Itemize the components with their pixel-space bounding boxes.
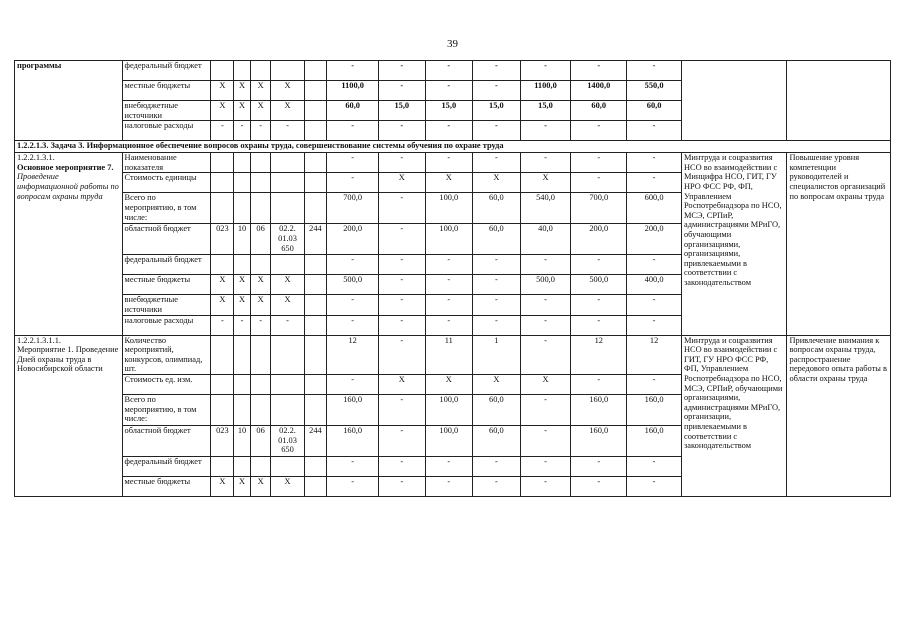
value-cell: -	[473, 121, 521, 141]
source-cell: Количество мероприятий, конкурсов, олимпиад, шт.	[122, 335, 211, 374]
value-cell: -	[327, 61, 379, 81]
value-cell: -	[379, 456, 426, 476]
value-cell: X	[379, 374, 426, 394]
budget-code-cell	[304, 374, 327, 394]
value-cell: -	[327, 315, 379, 335]
value-cell: X	[379, 173, 426, 193]
value-cell: 400,0	[627, 275, 682, 295]
source-cell: местные бюджеты	[122, 81, 211, 101]
source-cell: местные бюджеты	[122, 275, 211, 295]
budget-code-cell: X	[211, 81, 234, 101]
value-cell: 60,0	[473, 425, 521, 456]
value-cell: -	[425, 255, 473, 275]
budget-code-cell: 244	[304, 224, 327, 255]
budget-code-cell	[304, 255, 327, 275]
budget-code-cell	[304, 476, 327, 496]
budget-code-cell: -	[250, 121, 271, 141]
value-cell: -	[327, 456, 379, 476]
value-cell: 160,0	[327, 394, 379, 425]
value-cell: -	[520, 153, 571, 173]
value-cell: 60,0	[571, 101, 627, 121]
value-cell: -	[627, 121, 682, 141]
value-cell: 1	[473, 335, 521, 374]
value-cell: 60,0	[473, 394, 521, 425]
value-cell: 160,0	[627, 394, 682, 425]
source-cell: областной бюджет	[122, 425, 211, 456]
budget-code-cell: -	[250, 315, 271, 335]
value-cell: 11	[425, 335, 473, 374]
task-header: 1.2.2.1.3. Задача 3. Информационное обеспечение вопросов охраны труда, совершенствование системы обучения по охране труда	[15, 141, 891, 153]
budget-code-cell	[211, 374, 234, 394]
budget-code-cell	[250, 173, 271, 193]
source-cell: Наименование показателя	[122, 153, 211, 173]
budget-code-cell	[271, 374, 304, 394]
value-cell: 540,0	[520, 193, 571, 224]
value-cell: 100,0	[425, 394, 473, 425]
budget-code-cell	[234, 153, 251, 173]
budget-code-cell: 10	[234, 224, 251, 255]
budget-code-cell: X	[250, 81, 271, 101]
value-cell: -	[627, 173, 682, 193]
budget-code-cell	[271, 193, 304, 224]
value-cell: -	[627, 61, 682, 81]
budget-code-cell	[271, 153, 304, 173]
value-cell: -	[425, 295, 473, 315]
value-cell: 160,0	[327, 425, 379, 456]
value-cell: X	[520, 173, 571, 193]
budget-code-cell: X	[271, 476, 304, 496]
value-cell: 15,0	[425, 101, 473, 121]
value-cell: -	[520, 121, 571, 141]
measure-title: Мероприятие 1. Проведение Дней охраны труда в Новосибирской области	[17, 345, 119, 374]
source-cell: областной бюджет	[122, 224, 211, 255]
budget-code-cell: 06	[250, 224, 271, 255]
budget-code-cell	[250, 374, 271, 394]
budget-code-cell	[234, 193, 251, 224]
value-cell: 60,0	[327, 101, 379, 121]
budget-code-cell	[234, 61, 251, 81]
value-cell: 700,0	[571, 193, 627, 224]
value-cell: 60,0	[473, 193, 521, 224]
value-cell: -	[327, 295, 379, 315]
source-cell: федеральный бюджет	[122, 456, 211, 476]
budget-code-cell	[250, 193, 271, 224]
value-cell: 100,0	[425, 193, 473, 224]
measure-subtitle: Проведение информационной работы по вопросам охраны труда	[17, 172, 119, 201]
value-cell: 160,0	[571, 425, 627, 456]
value-cell: 12	[627, 335, 682, 374]
budget-code-cell	[211, 153, 234, 173]
value-cell: -	[571, 476, 627, 496]
value-cell: -	[520, 61, 571, 81]
program-label: программы	[15, 61, 123, 141]
source-cell: налоговые расходы	[122, 121, 211, 141]
value-cell: 1100,0	[520, 81, 571, 101]
value-cell: -	[473, 153, 521, 173]
value-cell: 500,0	[327, 275, 379, 295]
value-cell: -	[327, 153, 379, 173]
budget-code-cell	[234, 173, 251, 193]
budget-code-cell: X	[234, 295, 251, 315]
budget-code-cell: X	[250, 476, 271, 496]
program-table	[14, 60, 891, 497]
value-cell: -	[473, 295, 521, 315]
value-cell: -	[520, 255, 571, 275]
source-cell: Всего по мероприятию, в том числе:	[122, 193, 211, 224]
value-cell: -	[425, 121, 473, 141]
budget-code-cell	[234, 255, 251, 275]
budget-code-cell	[234, 456, 251, 476]
value-cell: -	[379, 121, 426, 141]
budget-code-cell	[304, 335, 327, 374]
value-cell: 15,0	[379, 101, 426, 121]
budget-code-cell	[211, 335, 234, 374]
value-cell: -	[571, 255, 627, 275]
budget-code-cell	[211, 456, 234, 476]
budget-code-cell: 02.2. 01.03 650	[271, 425, 304, 456]
task-header-row	[15, 141, 891, 153]
value-cell: -	[571, 315, 627, 335]
value-cell: 200,0	[327, 224, 379, 255]
value-cell: 100,0	[425, 425, 473, 456]
value-cell: 12	[327, 335, 379, 374]
budget-code-cell	[234, 394, 251, 425]
source-cell: местные бюджеты	[122, 476, 211, 496]
value-cell: -	[571, 173, 627, 193]
budget-code-cell: X	[234, 101, 251, 121]
value-cell: -	[425, 476, 473, 496]
budget-code-cell: X	[234, 476, 251, 496]
budget-code-cell	[250, 61, 271, 81]
budget-code-cell	[304, 173, 327, 193]
value-cell: 15,0	[473, 101, 521, 121]
value-cell: -	[473, 315, 521, 335]
value-cell: -	[571, 295, 627, 315]
value-cell: -	[473, 81, 521, 101]
budget-code-cell	[250, 153, 271, 173]
source-cell: Стоимость ед. изм.	[122, 374, 211, 394]
value-cell: -	[520, 476, 571, 496]
value-cell: -	[571, 61, 627, 81]
budget-code-cell	[304, 275, 327, 295]
value-cell: -	[473, 61, 521, 81]
value-cell: -	[627, 476, 682, 496]
value-cell: -	[379, 315, 426, 335]
source-cell: внебюджетные источники	[122, 295, 211, 315]
source-cell: Стоимость единицы	[122, 173, 211, 193]
budget-code-cell	[271, 394, 304, 425]
budget-code-cell	[250, 335, 271, 374]
value-cell: -	[473, 476, 521, 496]
budget-code-cell: 023	[211, 224, 234, 255]
budget-code-cell: -	[211, 121, 234, 141]
value-cell: -	[627, 255, 682, 275]
budget-code-cell: 06	[250, 425, 271, 456]
value-cell: 12	[571, 335, 627, 374]
budget-code-cell: -	[234, 121, 251, 141]
value-cell: X	[425, 374, 473, 394]
measure-id: 1.2.2.1.3.1.1.	[17, 335, 61, 345]
budget-code-cell: X	[271, 81, 304, 101]
budget-code-cell: X	[250, 295, 271, 315]
executors-cell: Минтруда и соцразвития НСО во взаимодействии с ГИТ, ГУ НРО ФСС РФ, ФП, Управлением Роспотребнадзора по НСО, МСЭ, СРПиР, обучающими организациями, администрациями МРиГО, организации, привлекаемыми в соответствии с законодательством	[681, 335, 786, 496]
value-cell: -	[627, 456, 682, 476]
budget-code-cell: -	[271, 315, 304, 335]
budget-code-cell	[271, 255, 304, 275]
measure-id: 1.2.2.1.3.1.	[17, 153, 55, 163]
source-cell: федеральный бюджет	[122, 61, 211, 81]
source-cell: внебюджетные источники	[122, 101, 211, 121]
table-row	[15, 153, 891, 173]
budget-code-cell	[304, 315, 327, 335]
value-cell: -	[327, 173, 379, 193]
budget-code-cell: -	[271, 121, 304, 141]
budget-code-cell: X	[271, 295, 304, 315]
value-cell: -	[327, 476, 379, 496]
budget-code-cell	[304, 101, 327, 121]
budget-code-cell	[250, 456, 271, 476]
value-cell: 60,0	[473, 224, 521, 255]
budget-code-cell: X	[211, 476, 234, 496]
page-number: 39	[447, 38, 458, 50]
value-cell: -	[425, 275, 473, 295]
value-cell: -	[571, 121, 627, 141]
value-cell: 200,0	[627, 224, 682, 255]
value-cell: -	[425, 81, 473, 101]
measure-cell	[15, 153, 123, 335]
budget-code-cell	[211, 61, 234, 81]
value-cell: -	[327, 374, 379, 394]
program-table-body	[15, 61, 891, 497]
budget-code-cell: X	[250, 275, 271, 295]
value-cell: -	[425, 315, 473, 335]
budget-code-cell: 02.2. 01.03 650	[271, 224, 304, 255]
budget-code-cell	[211, 173, 234, 193]
budget-code-cell: X	[271, 101, 304, 121]
value-cell: -	[379, 295, 426, 315]
value-cell: -	[627, 315, 682, 335]
value-cell: X	[473, 374, 521, 394]
budget-code-cell	[271, 61, 304, 81]
value-cell: -	[520, 295, 571, 315]
budget-code-cell: X	[211, 275, 234, 295]
budget-code-cell: X	[211, 101, 234, 121]
value-cell: -	[627, 153, 682, 173]
value-cell: 550,0	[627, 81, 682, 101]
value-cell: -	[473, 275, 521, 295]
budget-code-cell: X	[250, 101, 271, 121]
budget-code-cell	[250, 255, 271, 275]
budget-code-cell: X	[234, 275, 251, 295]
value-cell: 200,0	[571, 224, 627, 255]
value-cell: -	[379, 255, 426, 275]
budget-code-cell	[271, 335, 304, 374]
value-cell: -	[520, 335, 571, 374]
value-cell: -	[425, 456, 473, 476]
value-cell: 15,0	[520, 101, 571, 121]
value-cell: -	[379, 61, 426, 81]
value-cell: 600,0	[627, 193, 682, 224]
budget-code-cell	[211, 394, 234, 425]
budget-code-cell	[211, 255, 234, 275]
budget-code-cell	[304, 193, 327, 224]
value-cell: -	[571, 153, 627, 173]
value-cell: -	[379, 81, 426, 101]
budget-code-cell	[234, 374, 251, 394]
budget-code-cell: -	[234, 315, 251, 335]
budget-code-cell	[304, 394, 327, 425]
value-cell: -	[627, 295, 682, 315]
value-cell: -	[379, 476, 426, 496]
executors-cell: Минтруда и соцразвития НСО во взаимодействии с Минцифра НСО, ГИТ, ГУ НРО ФСС РФ, ФП, Управлением Роспотребнадзора по НСО, МСЭ, СРПиР, администрациями МРиГО, обучающими организациями, организациями, привлекаемыми в соответствии с законодательством	[681, 153, 786, 335]
value-cell: 160,0	[627, 425, 682, 456]
measure-title: Основное мероприятие 7.	[17, 162, 114, 172]
budget-code-cell	[271, 456, 304, 476]
value-cell: X	[473, 173, 521, 193]
value-cell: X	[520, 374, 571, 394]
table-row	[15, 61, 891, 81]
budget-code-cell: 10	[234, 425, 251, 456]
value-cell: 100,0	[425, 224, 473, 255]
value-cell: -	[520, 315, 571, 335]
budget-code-cell	[304, 121, 327, 141]
value-cell: 1400,0	[571, 81, 627, 101]
budget-code-cell	[271, 173, 304, 193]
value-cell: -	[627, 374, 682, 394]
budget-code-cell	[304, 295, 327, 315]
value-cell: 160,0	[571, 394, 627, 425]
value-cell: -	[425, 61, 473, 81]
budget-code-cell: X	[271, 275, 304, 295]
value-cell: -	[473, 255, 521, 275]
value-cell: -	[379, 335, 426, 374]
value-cell: X	[425, 173, 473, 193]
result-cell: Привлечение внимания к вопросам охраны труда, распространение передового опыта работы в области охраны труда	[787, 335, 891, 496]
value-cell: -	[379, 425, 426, 456]
budget-code-cell: 244	[304, 425, 327, 456]
value-cell: -	[571, 374, 627, 394]
budget-code-cell: X	[234, 81, 251, 101]
source-cell: федеральный бюджет	[122, 255, 211, 275]
result-cell	[787, 61, 891, 141]
value-cell: -	[520, 394, 571, 425]
value-cell: -	[327, 255, 379, 275]
budget-code-cell: X	[211, 295, 234, 315]
value-cell: -	[520, 456, 571, 476]
table-row	[15, 335, 891, 374]
value-cell: -	[379, 394, 426, 425]
source-cell: Всего по мероприятию, в том числе:	[122, 394, 211, 425]
value-cell: 60,0	[627, 101, 682, 121]
budget-code-cell	[304, 61, 327, 81]
value-cell: -	[473, 456, 521, 476]
measure-cell	[15, 335, 123, 496]
budget-code-cell	[304, 456, 327, 476]
executors-cell	[681, 61, 786, 141]
budget-code-cell	[304, 81, 327, 101]
value-cell: -	[425, 153, 473, 173]
budget-code-cell	[211, 193, 234, 224]
value-cell: 500,0	[520, 275, 571, 295]
source-cell: налоговые расходы	[122, 315, 211, 335]
value-cell: -	[571, 456, 627, 476]
budget-code-cell	[250, 394, 271, 425]
result-cell: Повышение уровня компетенции руководителей и специалистов организаций по вопросам охраны труда	[787, 153, 891, 335]
value-cell: 40,0	[520, 224, 571, 255]
value-cell: -	[379, 193, 426, 224]
budget-code-cell	[234, 335, 251, 374]
value-cell: 500,0	[571, 275, 627, 295]
value-cell: -	[327, 121, 379, 141]
value-cell: -	[379, 153, 426, 173]
budget-code-cell	[304, 153, 327, 173]
value-cell: 1100,0	[327, 81, 379, 101]
value-cell: 700,0	[327, 193, 379, 224]
budget-code-cell: 023	[211, 425, 234, 456]
value-cell: -	[520, 425, 571, 456]
value-cell: -	[379, 224, 426, 255]
value-cell: -	[379, 275, 426, 295]
budget-code-cell: -	[211, 315, 234, 335]
